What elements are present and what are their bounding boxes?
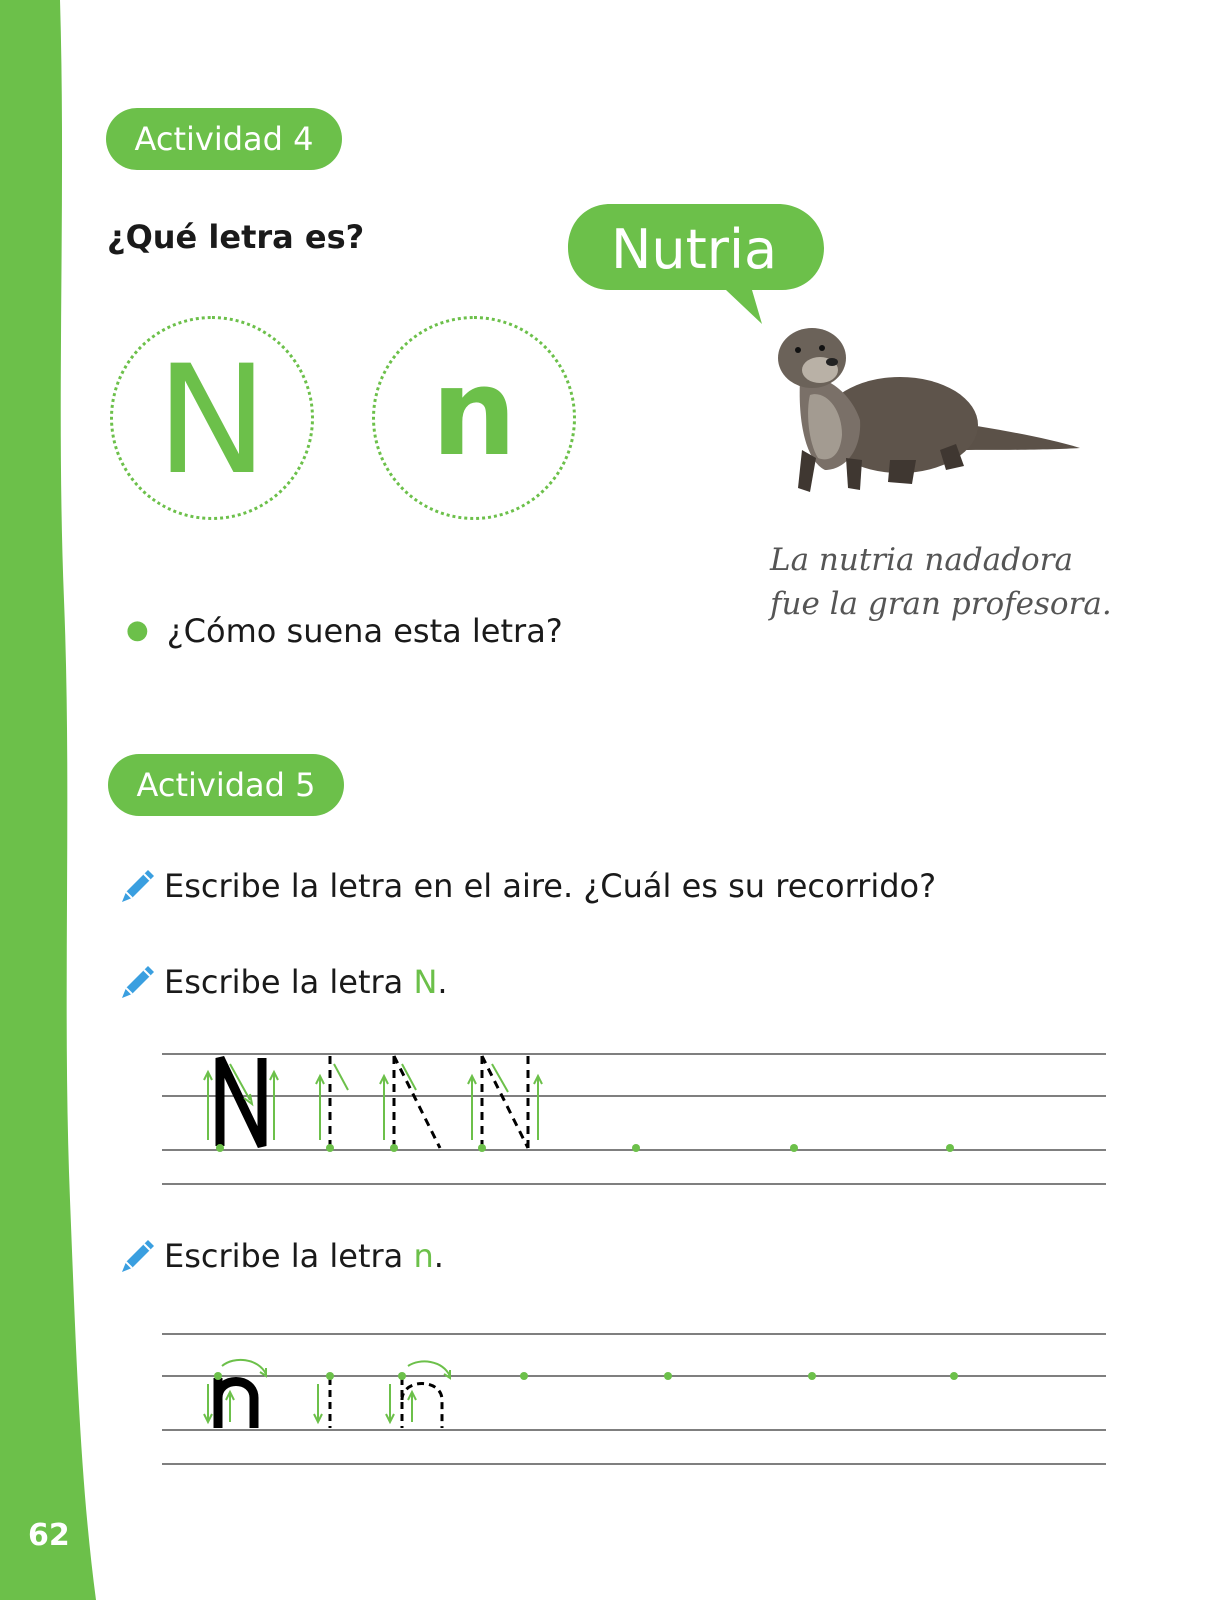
- caption-line-1: La nutria nadadora: [770, 542, 1073, 578]
- uppercase-letter-circle: [110, 316, 314, 520]
- question-heading: ¿Qué letra es?: [107, 218, 365, 256]
- pencil-icon: [118, 1236, 158, 1276]
- instruction-uppercase-letter: N: [413, 963, 438, 1001]
- caption: [770, 538, 1190, 626]
- instruction-lowercase-prefix: Escribe la letra: [164, 1237, 414, 1275]
- otter-photo: [750, 310, 1090, 520]
- pencil-icon: [118, 866, 158, 906]
- page-number: 62: [28, 1518, 70, 1553]
- uppercase-tracing-guide: [162, 1040, 1106, 1200]
- word-label: Nutria: [610, 218, 778, 281]
- activity-5-label: Actividad 5: [108, 754, 344, 816]
- instruction-air-text: Escribe la letra en el aire. ¿Cuál es su recorrido?: [164, 867, 937, 905]
- lowercase-tracing-guide: [162, 1320, 1106, 1480]
- bullet-dot-icon: ●: [126, 615, 149, 645]
- lowercase-letter-circle: [372, 316, 576, 520]
- instruction-uppercase-suffix: .: [437, 963, 448, 1001]
- lowercase-letter: n: [431, 344, 517, 483]
- bullet-question: [126, 612, 563, 650]
- instruction-lowercase-text: [164, 1234, 444, 1278]
- instruction-uppercase-prefix: Escribe la letra: [164, 963, 414, 1001]
- instruction-uppercase-text: [164, 960, 448, 1004]
- instruction-lowercase-letter: n: [413, 1237, 434, 1275]
- instruction-lowercase-suffix: .: [433, 1237, 444, 1275]
- caption-line-2: fue la gran profesora.: [770, 586, 1112, 622]
- bullet-question-text: ¿Cómo suena esta letra?: [166, 612, 563, 650]
- activity-4-label: Actividad 4: [106, 108, 342, 170]
- page-side-band: [0, 0, 110, 1600]
- uppercase-letter: N: [155, 334, 269, 508]
- pencil-icon: [118, 962, 158, 1002]
